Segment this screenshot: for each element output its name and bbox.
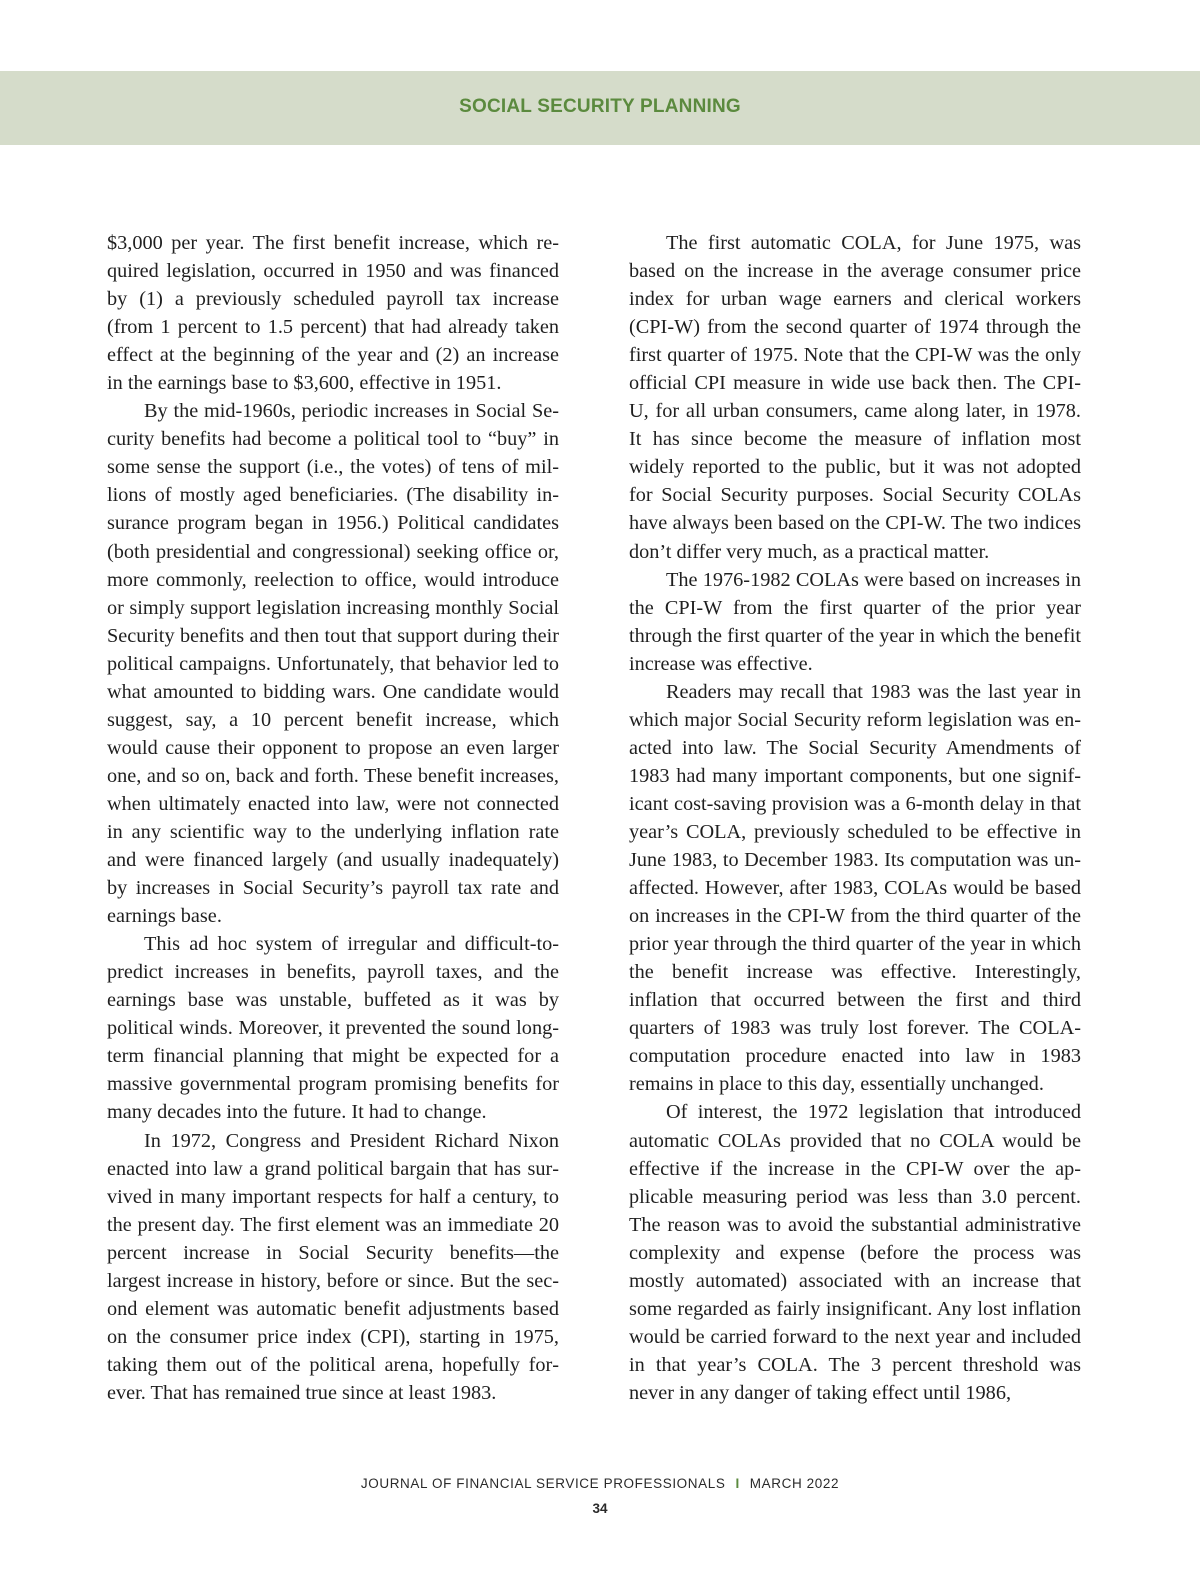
paragraph: $3,000 per year. The first benefit increase, which required legislation, occurred in 1950 and was financed by (1) a previously scheduled payroll tax increase (from 1 percent to 1.5 percent) that had already taken effect at the beginning of the year and (2) an increase in the earnings base to $3,600, effective in 1951. (107, 232, 559, 395)
section-title: SOCIAL SECURITY PLANNING (459, 96, 741, 117)
paragraph: Of interest, the 1972 legislation that introduced automatic COLAs provided that no COLA would be effective if the increase in the CPI-W over the applicable measuring period was less than 3.0 percent. The reason was to avoid the substantial administrative complexity and expense (before the process was mostly automated) associated with an increase that some regarded as fairly insignificant. Any lost inflation would be carried forward to the next year and included in that year’s COLA. The 3 percent threshold was never in any danger of taking effect until 1986, (629, 1101, 1081, 1404)
page-number: 34 (592, 1501, 608, 1516)
paragraph: This ad hoc system of irregular and difficult-to-predict increases in benefits, payroll taxes, and the earnings base was unstable, buffeted as it was by political winds. Moreover, it prevented the sound long-term financial planning that might be expected for a massive governmental program promising benefits for many decades into the future. It had to change. (107, 933, 559, 1124)
paragraph: The 1976-1982 COLAs were based on increases in the CPI-W from the first quarter of the prior year through the first quarter of the year in which the benefit increase was effective. (629, 568, 1081, 675)
paragraph: The first automatic COLA, for June 1975, was based on the increase in the average consumer price index for urban wage earners and clerical workers (CPI-W) from the second quarter of 1974 through the first quarter of 1975. Note that the CPI-W was the only official CPI measure in wide use back then. The CPI-U, for all urban consumers, came along later, in 1978. It has since become the measure of inflation most widely reported to the public, but it was not adopted for Social Security purposes. Social Security COLAs have always been based on the CPI-W. The two indices don’t differ very much, as a practical matter. (629, 232, 1081, 563)
paragraph: In 1972, Congress and President Richard Nixon enacted into law a grand political bargain that has survived in many important respects for half a century, to the present day. The first element was an immediate 20 percent increase in Social Security benefits—the largest increase in history, before or since. But the second element was automatic benefit adjustments based on the consumer price index (CPI), starting in 1975, taking them out of the political arena, hopefully forever. That has remained true since at least 1983. (107, 1129, 559, 1404)
right-column (629, 229, 1081, 1407)
paragraph: Readers may recall that 1983 was the last year in which major Social Security reform legislation was enacted into law. The Social Security Amendments of 1983 had many important components, but one significant cost-saving provision was a 6-month delay in that year’s COLA, previously scheduled to be effective in June 1983, to December 1983. Its computation was unaffected. However, after 1983, COLAs would be based on increases in the CPI-W from the third quarter of the prior year through the third quarter of the year in which the benefit increase was effective. Interestingly, inflation that occurred between the first and third quarters of 1983 was truly lost forever. The COLA-computation procedure enacted into law in 1983 remains in place to this day, essentially unchanged. (629, 680, 1081, 1096)
left-column (107, 229, 559, 1407)
issue-date: MARCH 2022 (749, 1476, 840, 1491)
footer (0, 1476, 1200, 1491)
journal-name: JOURNAL OF FINANCIAL SERVICE PROFESSIONALS (360, 1476, 726, 1491)
paragraph: By the mid-1960s, periodic increases in Social Security benefits had become a political tool to “buy” in some sense the support (i.e., the votes) of tens of millions of mostly aged beneficiaries. (The disability insurance program began in 1956.) Political candidates (both presidential and congressional) seeking office or, more commonly, reelection to office, would introduce or simply support legislation increasing monthly Social Security benefits and then tout that support during their political campaigns. Unfortunately, that behavior led to what amounted to bidding wars. One candidate would suggest, say, a 10 percent benefit increase, which would cause their opponent to propose an even larger one, and so on, back and forth. These benefit increases, when ultimately enacted into law, were not connected in any scientific way to the underlying inflation rate and were financed largely (and usually inadequately) by increases in Social Security’s payroll tax rate and earnings base. (107, 400, 559, 928)
footer-separator: I (735, 1476, 740, 1491)
